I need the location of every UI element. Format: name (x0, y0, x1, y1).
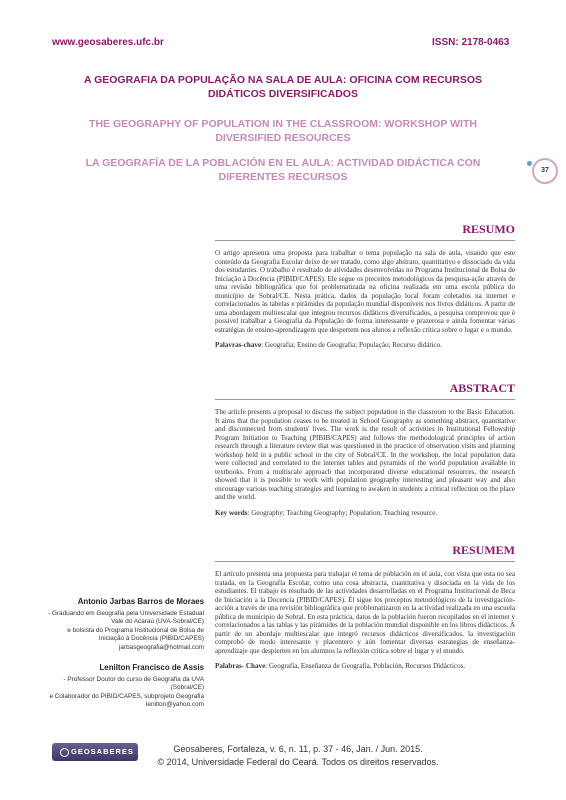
page-number-badge: 37 (532, 158, 558, 184)
author-affiliation-line: Iniciação à Docência (PIBID/CAPES) (98, 635, 204, 643)
author-block-2 (40, 664, 204, 710)
abstract-keywords-text: : Geography; Teaching Geography; Population; Teaching resource. (247, 509, 438, 518)
title-portuguese: A GEOGRAFIA DA POPULAÇÃO NA SALA DE AULA: OFICINA COM RECURSOS DIDÁTICOS DIVERSIFICADOS (83, 74, 483, 100)
author-affiliation-line: e Colaborador do PIBID/CAPES, subprojeto Geografia (49, 692, 204, 700)
resumem-body: El artículo presenta una propuesta para trabajar el tema de población en el aula, con vista que esta no sea tratada, en la Geografía Escolar, como una cosa abstracta, cuantitativa y disociada en la vida de los estudiantes. El trabajo es resultado de las actividades desarrolladas en el Programa Institucional de Beca de Iniciación a la Docencia (PIBID/CAPES). Él sigue los preceptos metodológicos de la investigación- acción a través de una revisión bibliográfica que problematizaron en la actividad realizada en una escuela pública de municipio de Sobral. En esta práctica, datos de la población fueron recopilados en el internet y correlacionados a las tablas y las pirámides de la población mundial disponible en los libros didácticos. A partir de un abordaje multiescalar que integró recursos didácticos diversificados, la investigación comprobó de modo interesante y placentero y aún fomentar diversas estrategias de enseñanza- aprendizaje que despierten en los alumnos la reflexión crítica sobre el lugar y el mundo. (215, 570, 515, 655)
author-name: Lenilton Francisco de Assis (99, 663, 204, 672)
author-affiliation-line: - Graduando em Geografia pela Universidade Estadual (48, 609, 204, 617)
author-affiliation-line: e bolsista do Programa Institucional de Bolsa de (67, 626, 204, 634)
resumem-section (215, 543, 515, 671)
resumem-keywords-text: : Geografía, Enseñanza de Geografía, Población, Recursos Didácticos. (265, 662, 466, 671)
abstract-divider (215, 399, 515, 400)
resumo-keywords-text: : Geografia; Ensino de Geografia; População; Recurso didático. (261, 341, 442, 350)
author-affiliation-line: (Sobral/CE) (170, 684, 204, 692)
resumem-heading: RESUMEM (452, 543, 515, 557)
author-affiliation-line: - Professor Doutor do curso de Geografia da UVA (63, 675, 204, 683)
resumo-divider (215, 240, 515, 241)
footer-copyright: © 2014, Universidade Federal do Ceará. Todos os direitos reservados. (157, 757, 439, 767)
abstract-keywords (215, 509, 515, 518)
journal-website-link[interactable]: www.geosaberes.ufc.br (52, 37, 164, 48)
geosaberes-logo (52, 743, 138, 761)
resumem-keywords-label: Palabras- Chave (215, 662, 266, 671)
author-block-1 (40, 598, 204, 653)
footer-citation: Geosaberes, Fortaleza, v. 6, n. 11, p. 37 - 46, Jan. / Jun. 2015. (173, 744, 423, 754)
resumo-heading: RESUMO (462, 222, 515, 236)
logo-text: GEOSABERES (71, 747, 134, 756)
author-affiliation-line: Vale do Acaraú (UVA-Sobral/CE) (111, 618, 204, 626)
resumo-section (215, 222, 515, 350)
author-email[interactable]: lenilton@yahoo.com (146, 701, 204, 709)
resumem-keywords (215, 662, 515, 671)
abstract-heading: ABSTRACT (449, 381, 515, 395)
abstract-keywords-label: Key words (215, 509, 248, 518)
title-english: THE GEOGRAPHY OF POPULATION IN THE CLASSROOM: WORKSHOP WITH DIVERSIFIED RESOURCES (89, 118, 477, 144)
abstract-section (215, 381, 515, 518)
resumo-keywords (215, 341, 515, 350)
resumem-divider (215, 561, 515, 562)
author-email[interactable]: jarbasgeografia@hotmail.com (119, 643, 204, 651)
resumo-body: O artigo apresenta uma proposta para trabalhar o tema população na sala de aula, visando que este conteúdo da Geografia Escolar deixe de ser tratado, como algo abstrato, quantitativo e dissociado da vida dos estudantes. O trabalho é resultado de atividades desenvolvidas no Programa Institucional de Bolsa de Iniciação à Docência (PIBID/CAPES). Ele segue os preceitos metodológicos da pesquisa-ação através de uma revisão bibliográfica que foi problematizada na oficina realizada em uma escola pública do município de Sobral/CE. Nesta prática, dados da população local foram coletados na internet e correlacionados às tabelas e pirâmides da população mundial disponíveis nos livros didáticos. A partir de uma abordagem multiescalar que integrou recursos didáticos diversificados, a pesquisa comprovou que é possível trabalhar a Geografia da População de forma interessante e prazerosa e ainda fomentar várias estratégias de ensino-aprendizagem que despertem nos alunos a reflexão crítica sobre o lugar e o mundo. (215, 249, 515, 334)
author-name: Antonio Jarbas Barros de Moraes (77, 597, 204, 606)
issn-label: ISSN: 2178-0463 (432, 37, 510, 48)
globe-icon (60, 748, 69, 757)
page-badge-dot-icon (527, 161, 532, 166)
abstract-body: The article presents a proposal to discuss the subject population in the classroom to the Basic Education. It aims that the population ceases to be treated in School Geography as something abstract, quantitative and disconnected from students' lives. The work is the result of activities in Institutional Fellowship Program Initiation to Teaching (PIBIB/CAPES) and follows the methodological principles of action research through a literature review that was questioned in the practice of observation visits and planning workshop held in a public school in the city of Sobral/CE. In the workshop, the local population data were collected and correlated to the internet tables and pyramids of the world population available in textbooks. From a multiscale approach that incorporated diverse educational resources, the research showed that it is possible to work with population geography interesting and pleasant way and also encourage various teaching strategies and learning to awaken in students a critical reflection on the place and the world. (215, 408, 515, 502)
title-spanish: LA GEOGRAFÍA DE LA POBLACIÓN EN EL AULA: ACTIVIDAD DIDÁCTICA CON DIFERENTES RECURSOS (85, 157, 481, 183)
resumo-keywords-label: Palavras-chave (215, 341, 262, 350)
